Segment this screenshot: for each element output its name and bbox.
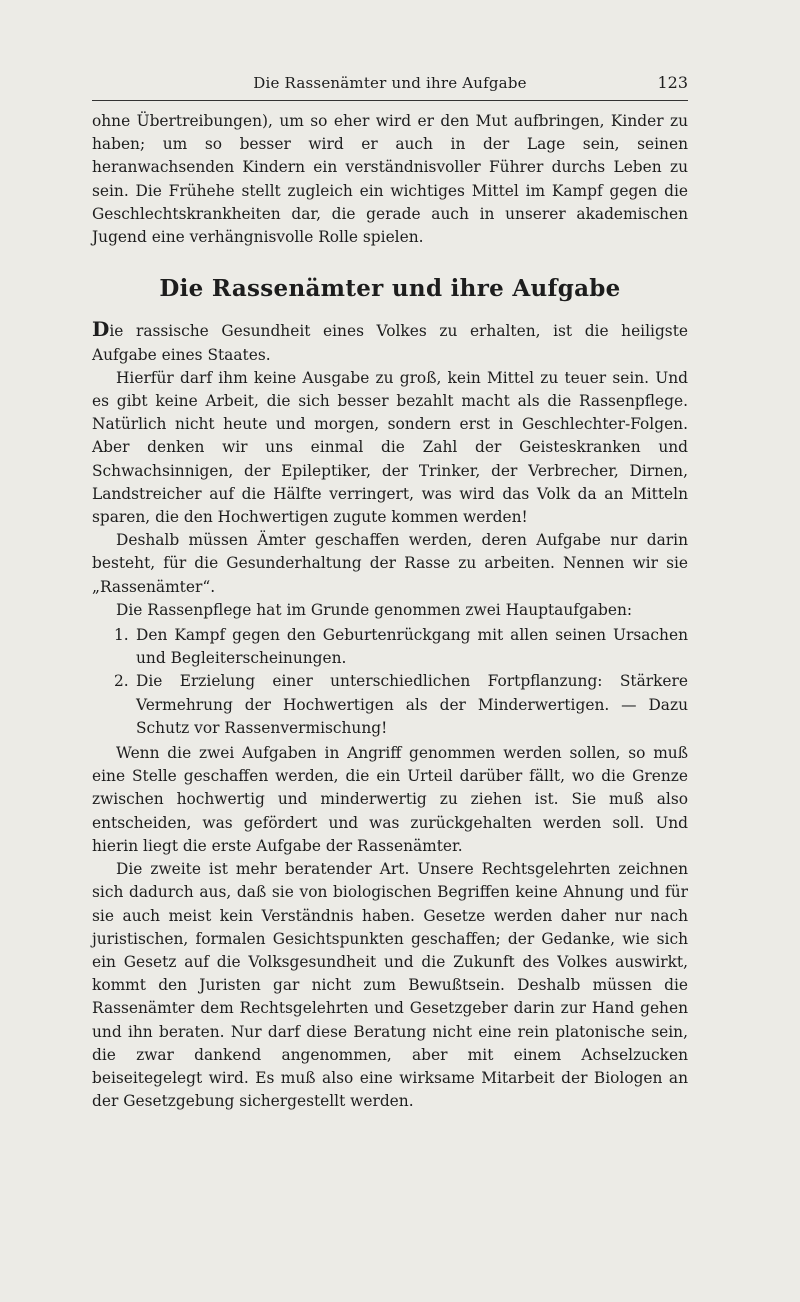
paragraph-opening: [92, 318, 688, 366]
paragraph: Hierfür darf ihm keine Ausgabe zu groß, kein Mittel zu teuer sein. Und es gibt keine Arbeit, die sich besser bezahlt macht als die Rassenpflege. Natürlich nicht heute und morgen, sondern erst in Geschlechter-Folgen. Aber denken wir uns einmal die Zahl der Geisteskranken und Schwachsinnigen, der Epileptiker, der Trinker, der Verbrecher, Dirnen, Landstreicher auf die Hälfte verringert, was wird das Volk da an Mitteln sparen, die den Hochwertigen zugute kommen werden!: [92, 368, 688, 527]
list-number: 1.: [114, 626, 129, 645]
list-number: 2.: [114, 672, 129, 691]
list-item-text: Den Kampf gegen den Geburtenrückgang mit allen seinen Ursachen und Begleiterscheinungen.: [136, 626, 688, 668]
paragraph: Die Rassenpflege hat im Grunde genommen zwei Hauptaufgaben:: [116, 600, 633, 619]
paragraph: Die zweite ist mehr beratender Art. Unsere Rechtsgelehrten zeichnen sich dadurch aus, daß sie von biologischen Begriffen keine Ahnung und für sie auch meist kein Verständnis haben. Gesetze werden daher nur nach juristischen, formalen Gesichtspunkten geschaffen; der Gedanke, wie sich ein Gesetz auf die Volksgesundheit und die Zukunft des Volkes auswirkt, kommt den Juristen gar nicht zum Bewußtsein. Deshalb müssen die Rassenämter dem Rechtsgelehrten und Gesetzgeber darin zur Hand gehen und ihn beraten. Nur darf diese Beratung nicht eine rein platonische sein, die zwar dankend angenommen, aber mit einem Achselzucken beiseitegelegt wird. Es muß also eine wirksame Mitarbeit der Biologen an der Gesetzgebung sichergestellt werden.: [92, 860, 688, 1111]
paragraph: Deshalb müssen Ämter geschaffen werden, deren Aufgabe nur darin besteht, für die Gesunderhaltung der Rasse zu arbeiten. Nennen wir sie „Rassenämter“.: [92, 531, 688, 596]
list-item-text: Die Erzielung einer unterschiedlichen Fortpflanzung: Stärkere Vermehrung der Hochwertigen als der Minderwertigen. — Dazu Schutz vor Rassenvermischung!: [136, 672, 688, 737]
page-number: 123: [657, 73, 688, 92]
running-title: Die Rassenämter und ihre Aufgabe: [253, 74, 527, 92]
paragraph-intro: ohne Übertreibungen), um so eher wird er den Mut aufbringen, Kinder zu haben; um so besser wird er auch in der Lage sein, seinen heranwachsenden Kindern ein verständnisvoller Führer durchs Leben zu sein. Die Frühehe stellt zugleich ein wichtiges Mittel im Kampf gegen die Geschlechtskrankheiten dar, die gerade auch in unserer akademischen Jugend eine verhängnisvolle Rolle spielen.: [92, 112, 688, 247]
list-item: [92, 624, 688, 670]
section-heading: Die Rassenämter und ihre Aufgabe: [159, 275, 621, 303]
running-header: [92, 74, 688, 101]
task-list: [92, 624, 688, 740]
list-item: [92, 670, 688, 740]
body-text: [92, 110, 688, 1113]
paragraph-opening-text: ie rassische Gesundheit eines Volkes zu erhalten, ist die heiligste Aufgabe eines Staates.: [92, 322, 688, 364]
initial-letter: D: [92, 317, 110, 342]
paragraph: Wenn die zwei Aufgaben in Angriff genommen werden sollen, so muß eine Stelle geschaffen werden, die ein Urteil darüber fällt, wo die Grenze zwischen hochwertig und minderwertig zu ziehen ist. Sie muß also entscheiden, was gefördert und was zurückgehalten werden soll. Und hierin liegt die erste Aufgabe der Rassenämter.: [92, 744, 688, 855]
